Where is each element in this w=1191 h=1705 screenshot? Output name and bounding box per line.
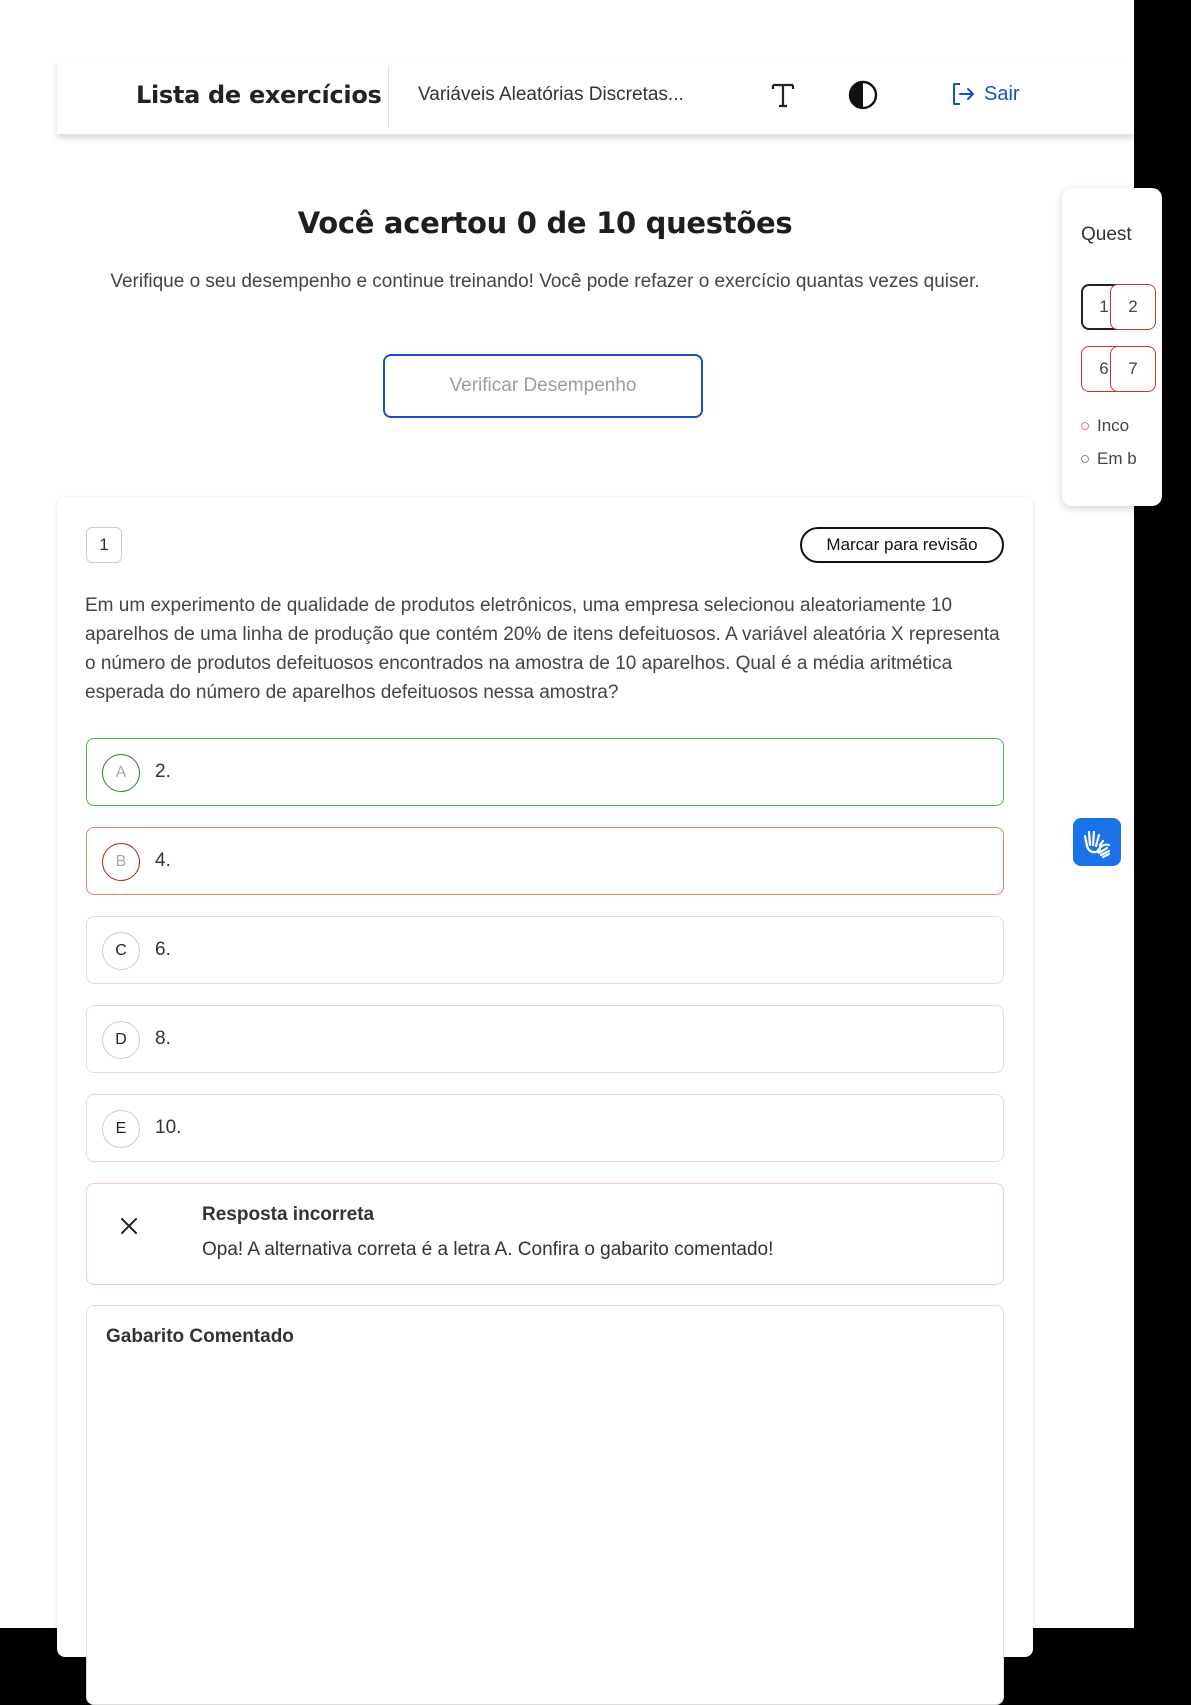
navigator-title: Quest — [1081, 224, 1132, 245]
logout-label: Sair — [984, 82, 1020, 105]
legend-incorrect — [1081, 416, 1129, 436]
option-letter: C — [102, 932, 140, 970]
question-number-1[interactable]: 1 — [1081, 284, 1127, 330]
option-a[interactable] — [86, 738, 1004, 806]
option-text: 8. — [155, 1028, 171, 1049]
option-c[interactable] — [86, 916, 1004, 984]
answer-key-title: Gabarito Comentado — [106, 1326, 294, 1347]
question-statement: Em um experimento de qualidade de produtos eletrônicos, uma empresa selecionou aleatoriamente 10 aparelhos de uma linha de produção que contém 20% de itens defeituosos. A variável aleatória X representa o número de produtos defeituosos encontrados na amostra de 10 aparelhos. Qual é a média aritmética esperada do número de aparelhos defeituosos nessa amostra? — [85, 595, 1000, 703]
close-icon — [119, 1216, 139, 1236]
option-letter: E — [102, 1110, 140, 1148]
option-text: 4. — [155, 850, 171, 871]
font-size-icon — [769, 81, 797, 109]
option-text: 6. — [155, 939, 171, 960]
option-text: 2. — [155, 761, 171, 782]
result-description: Verifique o seu desempenho e continue treinando! Você pode refazer o exercício quantas vezes quiser. — [110, 271, 980, 292]
sign-language-hands-icon — [1081, 826, 1113, 858]
top-header — [57, 60, 1134, 134]
feedback-title: Resposta incorreta — [202, 1204, 375, 1225]
page-title: Lista de exercícios — [136, 81, 382, 109]
check-performance-button[interactable]: Verificar Desempenho — [383, 354, 703, 418]
question-card — [57, 497, 1033, 1657]
question-navigator — [1062, 188, 1162, 506]
contrast-button[interactable] — [843, 75, 883, 115]
logout-icon — [950, 81, 976, 107]
option-d[interactable] — [86, 1005, 1004, 1073]
option-letter: B — [102, 843, 140, 881]
option-b[interactable] — [86, 827, 1004, 895]
question-number-7[interactable]: 7 — [1110, 346, 1156, 392]
question-index: 1 — [86, 527, 122, 563]
libras-accessibility-button[interactable] — [1073, 818, 1121, 866]
font-size-button[interactable] — [763, 75, 803, 115]
result-title: Você acertou 0 de 10 questões — [297, 206, 793, 240]
option-text: 10. — [155, 1117, 182, 1138]
option-e[interactable] — [86, 1094, 1004, 1162]
logout-button[interactable] — [950, 81, 1020, 107]
subject-title: Variáveis Aleatórias Discretas... — [418, 84, 684, 105]
mark-for-review-button[interactable]: Marcar para revisão — [800, 527, 1004, 563]
header-divider — [388, 66, 389, 128]
blank-dot-icon — [1081, 455, 1089, 463]
option-letter: D — [102, 1021, 140, 1059]
option-letter: A — [102, 754, 140, 792]
legend-blank — [1081, 449, 1137, 469]
feedback-text: Opa! A alternativa correta é a letra A. Confira o gabarito comentado! — [202, 1239, 774, 1260]
question-number-2[interactable]: 2 — [1110, 284, 1156, 330]
contrast-icon — [848, 80, 878, 110]
question-number-6[interactable]: 6 — [1081, 346, 1127, 392]
answer-feedback — [86, 1183, 1004, 1285]
legend-incorrect-label: Inco — [1097, 416, 1130, 435]
legend-blank-label: Em b — [1097, 449, 1137, 468]
incorrect-dot-icon — [1081, 422, 1089, 430]
answer-key-panel — [86, 1305, 1004, 1705]
